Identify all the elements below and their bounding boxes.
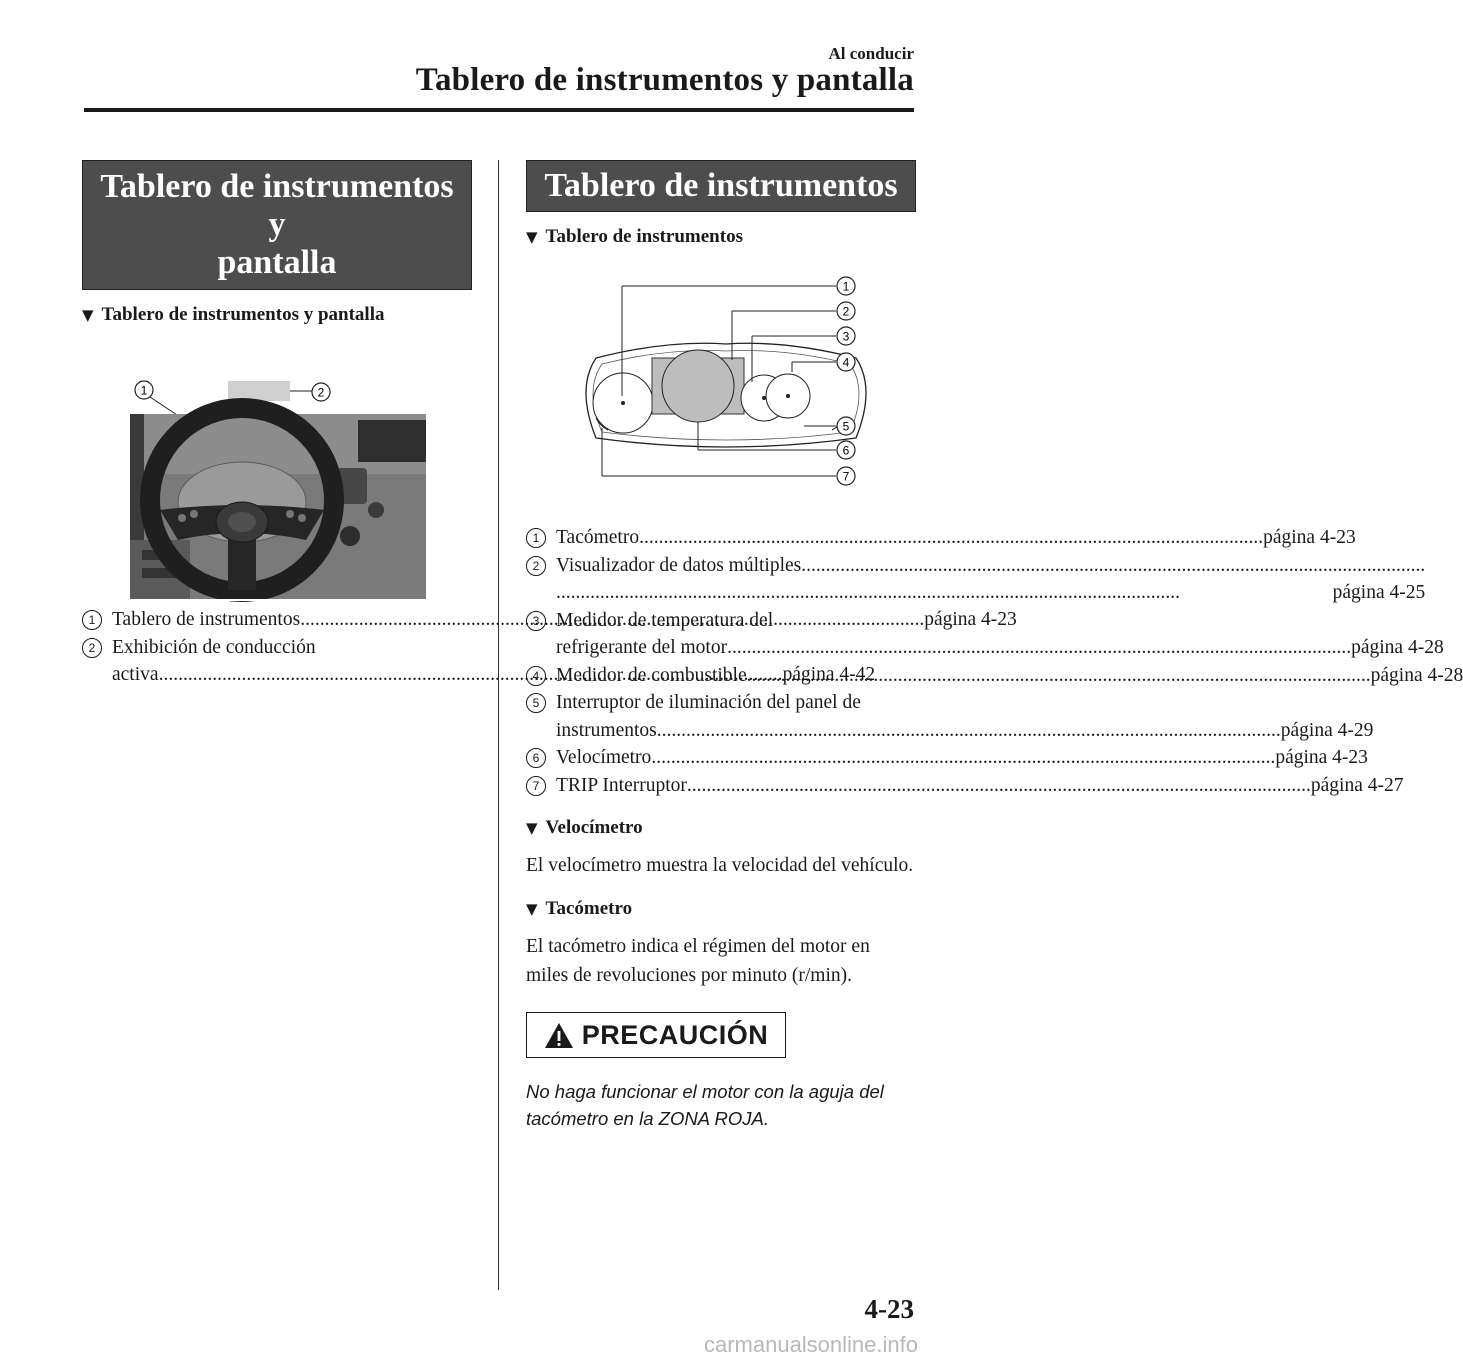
item-number: 2	[82, 638, 102, 658]
item-number: 3	[526, 611, 546, 631]
item-number: 4	[526, 666, 546, 686]
velocimetro-text: El velocímetro muestra la velocidad del vehículo.	[526, 855, 914, 876]
item-number: 2	[526, 556, 546, 576]
instrument-cluster-illustration	[526, 278, 916, 518]
callout-number: 7	[842, 469, 850, 484]
callout-1	[135, 381, 153, 399]
subheading-text: Tacómetro	[545, 898, 633, 919]
triangle-bullet-icon: ▼	[82, 306, 94, 324]
item-number: 7	[526, 776, 546, 796]
callout-6	[837, 441, 855, 459]
item-page-ref: página 4-23	[1275, 747, 1368, 768]
right-item-list	[526, 524, 1463, 799]
item-label: Tacómetro	[556, 527, 640, 548]
caution-label: PRECAUCIÓN	[581, 1019, 769, 1050]
page-number: 4-23	[864, 1294, 914, 1324]
subheading-text: Tablero de instrumentos	[545, 226, 743, 247]
callout-2	[837, 302, 855, 320]
left-section-banner	[82, 160, 472, 290]
tacometro-text: El tacómetro indica el régimen del motor en miles de revoluciones por minuto (r/min).	[526, 936, 870, 986]
dashboard-figure	[82, 350, 472, 600]
callout-number: 3	[842, 329, 850, 344]
header-rule	[84, 108, 914, 112]
list-item	[526, 744, 1368, 772]
leader-dots	[801, 552, 1425, 580]
leader-dots	[651, 744, 1275, 772]
callout-7	[837, 467, 855, 485]
active-display-marker	[228, 381, 290, 401]
leader-dots	[687, 772, 1311, 800]
item-label: Velocímetro	[556, 747, 652, 768]
list-item	[526, 689, 1374, 744]
item-label: Visualizador de datos múltiples	[556, 554, 802, 576]
caution-text: No haga funcionar el motor con la aguja del tacómetro en la ZONA ROJA.	[526, 1081, 884, 1129]
item-label: Medidor de combustible	[556, 664, 747, 686]
velocimetro-heading	[526, 817, 916, 839]
item-label: activa	[112, 664, 159, 685]
item-page-ref: página 4-29	[1280, 719, 1374, 741]
item-page-ref: página 4-23	[924, 609, 1017, 630]
item-number: 6	[526, 748, 546, 768]
leader-dots	[657, 717, 1281, 745]
callout-1	[837, 277, 855, 295]
banner-line: Tablero de instrumentos y	[100, 168, 454, 243]
callout-4	[837, 353, 855, 371]
section-title: Tablero de instrumentos y pantalla	[415, 62, 914, 98]
watermark: carmanualsonline.info	[703, 1332, 918, 1357]
item-page-ref: página 4-23	[1263, 527, 1356, 548]
callout-number: 6	[842, 443, 850, 458]
banner-line: Tablero de instrumentos	[544, 167, 898, 204]
list-item	[526, 524, 1356, 552]
triangle-bullet-icon: ▼	[526, 819, 538, 837]
banner-line: pantalla	[217, 244, 337, 281]
item-page-ref: página 4-28	[1351, 637, 1444, 658]
item-page-ref: página 4-42	[782, 664, 876, 685]
steering-wheel-illustration	[82, 350, 472, 600]
right-subheading	[526, 226, 916, 248]
callout-number: 2	[317, 385, 325, 400]
item-label-line: Exhibición de conducción	[112, 636, 316, 658]
item-number: 1	[82, 610, 102, 630]
left-subheading	[82, 304, 472, 326]
chapter-label: Al conducir	[828, 44, 914, 63]
item-label: refrigerante del motor	[556, 637, 728, 658]
callout-number: 4	[842, 355, 850, 370]
warning-triangle-icon	[544, 1022, 574, 1049]
list-item	[526, 772, 1404, 800]
callout-3	[837, 327, 855, 345]
right-section-banner	[526, 160, 916, 212]
subheading-text: Velocímetro	[545, 817, 643, 838]
callout-number: 2	[842, 304, 850, 319]
item-label: Tablero de instrumentos	[112, 609, 301, 630]
leader-dots	[727, 634, 1351, 662]
leader-dots	[639, 524, 1263, 552]
tacometro-heading	[526, 898, 916, 920]
instrument-cluster-figure	[526, 278, 916, 518]
callout-number: 1	[140, 383, 148, 398]
list-item	[526, 552, 1426, 607]
callout-number: 5	[842, 419, 850, 434]
callout-5	[837, 417, 855, 435]
item-number: 5	[526, 693, 546, 713]
leader-dots	[747, 662, 1371, 690]
callout-2	[312, 383, 330, 401]
item-label-line: Interruptor de iluminación del panel de	[556, 692, 861, 713]
subheading-text: Tablero de instrumentos y pantalla	[101, 304, 385, 325]
item-label: TRIP Interruptor	[556, 774, 687, 796]
triangle-bullet-icon: ▼	[526, 228, 538, 246]
item-page-ref: página 4-27	[1310, 774, 1404, 796]
item-label: instrumentos	[556, 719, 657, 741]
leader-dots	[556, 579, 1333, 607]
right-column	[526, 160, 1463, 1132]
column-divider	[498, 160, 499, 1290]
triangle-bullet-icon: ▼	[526, 900, 538, 918]
callout-number: 1	[842, 279, 850, 294]
item-label-line: Medidor de temperatura del	[556, 609, 774, 631]
caution-box	[526, 1012, 786, 1058]
item-number: 1	[526, 528, 546, 548]
item-page-ref: página 4-28	[1370, 664, 1463, 686]
list-item	[526, 662, 1463, 690]
item-page-ref: página 4-25	[1332, 582, 1426, 603]
